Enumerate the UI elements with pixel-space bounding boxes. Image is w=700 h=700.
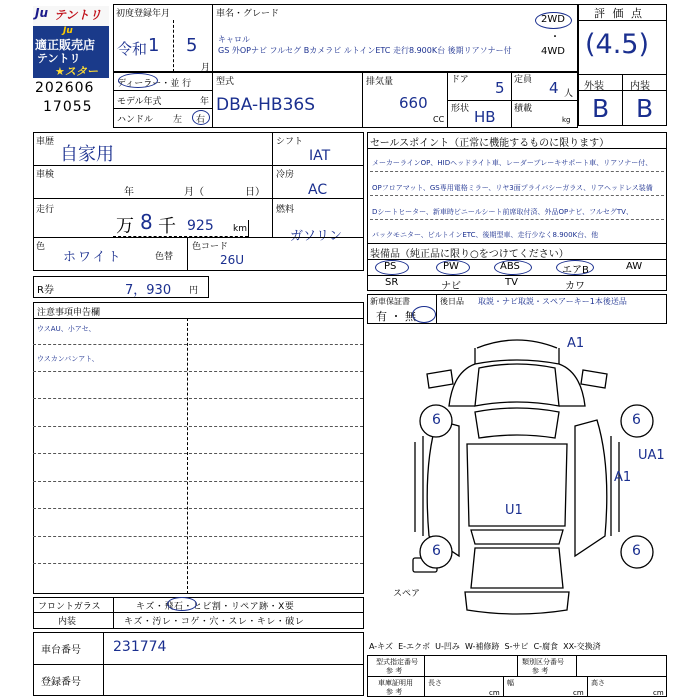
equip-airbag: エアB [562, 265, 589, 276]
load-unit: kg [562, 116, 571, 124]
diagram-mirror-left [427, 370, 453, 388]
spare-tire-label: スペア [393, 589, 421, 599]
mileage-man-unit: 万 [116, 216, 134, 237]
door-label: ドア [451, 75, 469, 85]
diagram-mirror-right [581, 370, 607, 388]
shape-label: 形状 [451, 104, 470, 114]
aircon-label: 冷房 [276, 170, 295, 180]
registration-month-unit: 月 [201, 63, 211, 73]
certificate-ref: 参 考 [386, 688, 403, 696]
score-value: (4.5) [585, 29, 650, 60]
load-label: 積載 [514, 104, 533, 114]
damage-mark-right-door: A1 [614, 470, 632, 485]
diagram-front-bumper [475, 340, 559, 364]
door-value: 5 [495, 79, 505, 97]
equip-sr: SR [385, 277, 399, 288]
history-value: 自家用 [60, 144, 114, 165]
classification-label: 類別区分番号 [522, 658, 564, 666]
logo-line2: 適正販売店 [35, 38, 96, 52]
damage-mark-roof: U1 [505, 503, 523, 518]
equip-ps: PS [384, 261, 397, 272]
dealer-logo [33, 26, 109, 78]
diagram-rear-hatch [471, 548, 563, 588]
diagram-left-side [427, 420, 459, 556]
damage-mark-wheel-rr: 6 [632, 543, 641, 559]
damage-legend: A-キズ E-エクボ U-凹み W-補修跡 S-サビ C-腐食 XX-交換済 [369, 642, 601, 651]
chassis-label: 車台番号 [41, 645, 81, 656]
handle-left: 左 [173, 115, 183, 125]
sales-point-line-3: Dシートヒーター、新車時ビニールシート前席取付済、外品OPナビ、フルセグTV、 [372, 208, 633, 216]
interior-condition-value: キズ・汚レ・コゲ・穴・スレ・キレ・破レ [124, 617, 305, 627]
glass-value: キズ・飛石・ヒビ割・リペア跡・X要 [136, 602, 295, 612]
registration-month: 5 [186, 35, 198, 56]
vehicle-name: キャロル [218, 35, 250, 44]
displacement-label: 排気量 [366, 77, 394, 87]
diagram-windshield [475, 408, 559, 438]
diagram-rear-glass [471, 530, 563, 544]
sales-points-label: セールスポイント（正常に機能するものに限ります） [370, 138, 610, 149]
diagram-left-sill [415, 436, 423, 536]
handle-label: ハンドル [117, 115, 154, 125]
height-unit: cm [653, 689, 664, 697]
mileage-sen-unit: 千 [158, 216, 176, 237]
length-unit: cm [489, 689, 500, 697]
capacity-unit: 人 [564, 89, 574, 99]
fuel-label: 燃料 [276, 205, 295, 215]
damage-mark-wheel-fl: 6 [432, 412, 441, 428]
warranty-value: 有 ・ 無 [376, 310, 416, 323]
dealer-label: ディーラー・並 行 [117, 79, 192, 89]
exterior-label: 外装 [584, 81, 604, 92]
score-label: 評 価 点 [594, 7, 644, 20]
mileage-unit: km [233, 224, 247, 234]
inspection-label: 車検 [36, 170, 55, 180]
logo-line3: テントリ [37, 52, 81, 65]
registration-label: 初度登録年月 [116, 9, 171, 19]
equip-tv: TV [505, 277, 518, 288]
mileage-value: 925 [187, 218, 214, 234]
inspection-day-unit: 日） [245, 187, 265, 198]
shape-value: HB [474, 108, 496, 126]
displacement-unit: CC [433, 115, 445, 124]
diagram-bonnet [475, 364, 559, 406]
auction-code-2: 17055 [43, 99, 93, 115]
handle-right: 右 [196, 115, 206, 125]
color-label: 色 [36, 242, 46, 252]
capacity-value: 4 [549, 79, 559, 97]
interior-label: 内装 [630, 81, 650, 92]
equip-leather: カワ [565, 281, 585, 292]
designation-label: 型式指定番号 [376, 658, 418, 666]
inspection-box [33, 165, 273, 199]
interior-condition-label: 内装 [58, 617, 77, 627]
registration-number-label: 登録番号 [41, 677, 81, 688]
drive-2wd: 2WD [541, 14, 565, 25]
capacity-label: 定員 [514, 75, 533, 85]
notes-box [33, 302, 364, 594]
notes-label: 注意事項申告欄 [37, 308, 101, 318]
notes-line-2: ウスカンパンアト、 [37, 355, 99, 363]
color-value: ホワイト [63, 250, 123, 265]
equip-pw: PW [443, 261, 459, 272]
width-label: 幅 [507, 679, 514, 687]
diagram-front-wing-left [449, 364, 475, 406]
sales-point-line-4: バックモニター、ビルトインETC、後期型車、走行少なく8.900K台、他 [372, 231, 599, 239]
vehicle-name-label: 車名・グレード [216, 9, 280, 19]
shift-value: IAT [309, 148, 331, 164]
diagram-right-side [575, 420, 607, 556]
fuel-value: ガソリン [290, 229, 343, 244]
equip-abs: ABS [500, 261, 520, 272]
height-label: 高さ [591, 679, 605, 687]
inspection-year-unit: 年 [124, 187, 134, 198]
auction-code-1: 202606 [35, 80, 95, 96]
sales-point-line-2: OPフロアマット、GS専用電格ミラー、リヤ3面プライバシーガラス、リアヘッドレス装備 [372, 184, 653, 192]
recycle-box [33, 276, 209, 298]
designation-ref: 参 考 [386, 667, 403, 675]
sales-point-line-1: メーカーラインOP、HIDヘッドライト車、レーダーブレーキサポート車、リアソナー付、 [372, 159, 653, 167]
color-change-label: 色替 [155, 252, 174, 262]
diagram-front-wing-right [559, 364, 585, 406]
glass-label: フロントガラス [38, 602, 101, 612]
notes-line-1: ウスAU、小アセ、 [37, 325, 96, 333]
equip-navi: ナビ [441, 281, 461, 292]
drive-dot: ・ [550, 32, 560, 43]
logo-line4: ★スター [55, 65, 98, 78]
recycle-value: 7，930 [125, 283, 172, 298]
damage-mark-right-side: UA1 [638, 448, 665, 463]
chassis-value: 231774 [113, 639, 167, 655]
recycle-unit: 円 [189, 286, 199, 296]
mileage-label: 走行 [36, 205, 55, 215]
damage-mark-wheel-fr: 6 [632, 412, 641, 428]
classification-ref: 参 考 [532, 667, 549, 675]
equipment-label: 装備品（純正品に限り○をつけてください） [370, 249, 569, 260]
recycle-label: R券 [37, 285, 54, 296]
included-label: 後日品 [440, 297, 464, 306]
length-label: 長さ [428, 679, 442, 687]
diagram-right-sill [611, 436, 619, 536]
color-code-value: 26U [220, 253, 245, 267]
included-value: 取説・ナビ取説・スペアーキー1本後送品 [478, 297, 627, 306]
certificate-label: 車庫証明用 [378, 679, 413, 687]
brand-tentori-text: テントリ [54, 8, 102, 22]
model-value: DBA-HB36S [216, 95, 316, 115]
aircon-value: AC [308, 182, 328, 198]
model-year-label: モデル年式 [117, 97, 162, 107]
registration-year: 1 [148, 35, 160, 56]
interior-grade: B [636, 94, 654, 123]
inspection-month-unit: 月（ [184, 187, 204, 198]
logo-line1: Ju [63, 26, 73, 36]
model-label: 型式 [216, 77, 235, 87]
model-year-unit: 年 [200, 97, 210, 107]
equip-aw: AW [626, 261, 643, 272]
width-unit: cm [573, 689, 584, 697]
registration-era: 令和 [117, 40, 148, 58]
displacement-value: 660 [399, 94, 428, 112]
drive-4wd: 4WD [541, 46, 565, 57]
exterior-grade: B [592, 94, 610, 123]
warranty-label: 新車保証書 [370, 297, 410, 306]
color-code-label: 色コード [192, 242, 229, 252]
shift-label: シフト [276, 137, 304, 147]
damage-mark-wheel-rl: 6 [432, 543, 441, 559]
history-label: 車歴 [36, 137, 55, 147]
brand-ju-text: Ju [35, 6, 49, 20]
vehicle-grade: GS 外OPナビ フルセグ Bカメラビ ルトインETC 走行8.900K台 後期リアソナー付 [218, 46, 512, 55]
mileage-sen-value: 8 [140, 210, 153, 234]
diagram-rear-bumper [465, 592, 569, 614]
damage-mark-front-bumper: A1 [567, 336, 585, 351]
